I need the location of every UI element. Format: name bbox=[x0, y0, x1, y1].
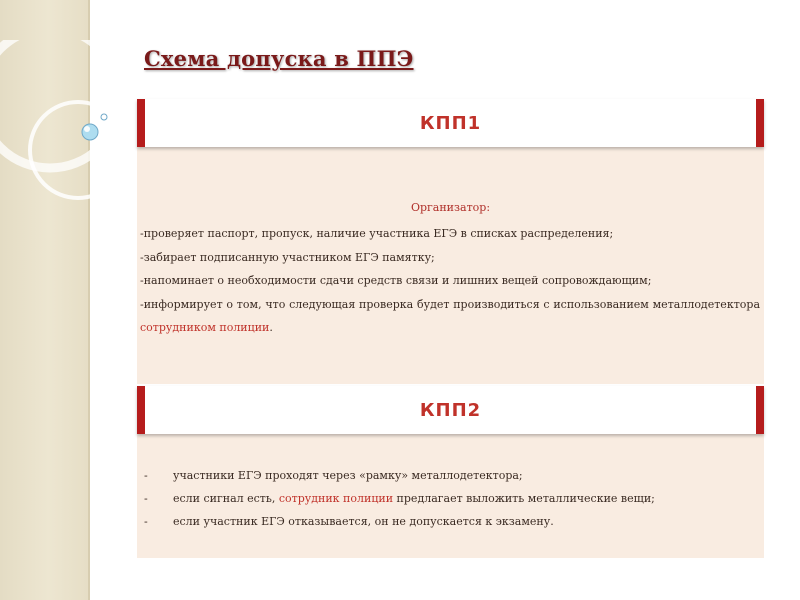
list-item-text: если участник ЕГЭ отказывается, он не допускается к экзамену. bbox=[173, 515, 554, 528]
list-item bbox=[144, 487, 764, 510]
organizer-duties-list bbox=[140, 222, 760, 340]
list-item-text-start: если сигнал есть, bbox=[173, 492, 279, 505]
list-item: -напоминает о необходимости сдачи средств связи и лишних вещей сопровождающим; bbox=[140, 274, 652, 287]
highlight-police: сотрудник полиции bbox=[278, 492, 394, 505]
list-item-text-end: . bbox=[269, 321, 273, 334]
list-item-text: -информирует о том, что следующая проверка будет производиться с использованием металлодетектора bbox=[140, 297, 760, 311]
list-item bbox=[144, 464, 764, 487]
organizer-label: Организатор: bbox=[410, 201, 491, 214]
list-item: -забирает подписанную участником ЕГЭ памятку; bbox=[140, 250, 435, 264]
dash-bullet: - bbox=[144, 492, 148, 505]
page-title: Схема допуска в ППЭ bbox=[144, 46, 414, 71]
kpp2-list bbox=[144, 464, 764, 533]
list-item-text-end: предлагает выложить металлические вещи; bbox=[393, 492, 655, 505]
kpp2-header-label: КПП2 bbox=[419, 399, 482, 421]
kpp2-header bbox=[137, 386, 764, 434]
dash-bullet: - bbox=[144, 515, 148, 528]
list-item-text: участники ЕГЭ проходят через «рамку» металлодетектора; bbox=[173, 469, 523, 482]
kpp1-header bbox=[137, 99, 764, 147]
kpp1-header-label: КПП1 bbox=[419, 112, 482, 134]
list-item: -проверяет паспорт, пропуск, наличие участника ЕГЭ в списках распределения; bbox=[140, 227, 614, 240]
list-item bbox=[140, 293, 760, 340]
highlight-police: сотрудником полиции bbox=[140, 321, 270, 334]
list-item-text bbox=[173, 487, 655, 510]
list-item bbox=[144, 510, 764, 533]
dash-bullet: - bbox=[144, 469, 148, 482]
